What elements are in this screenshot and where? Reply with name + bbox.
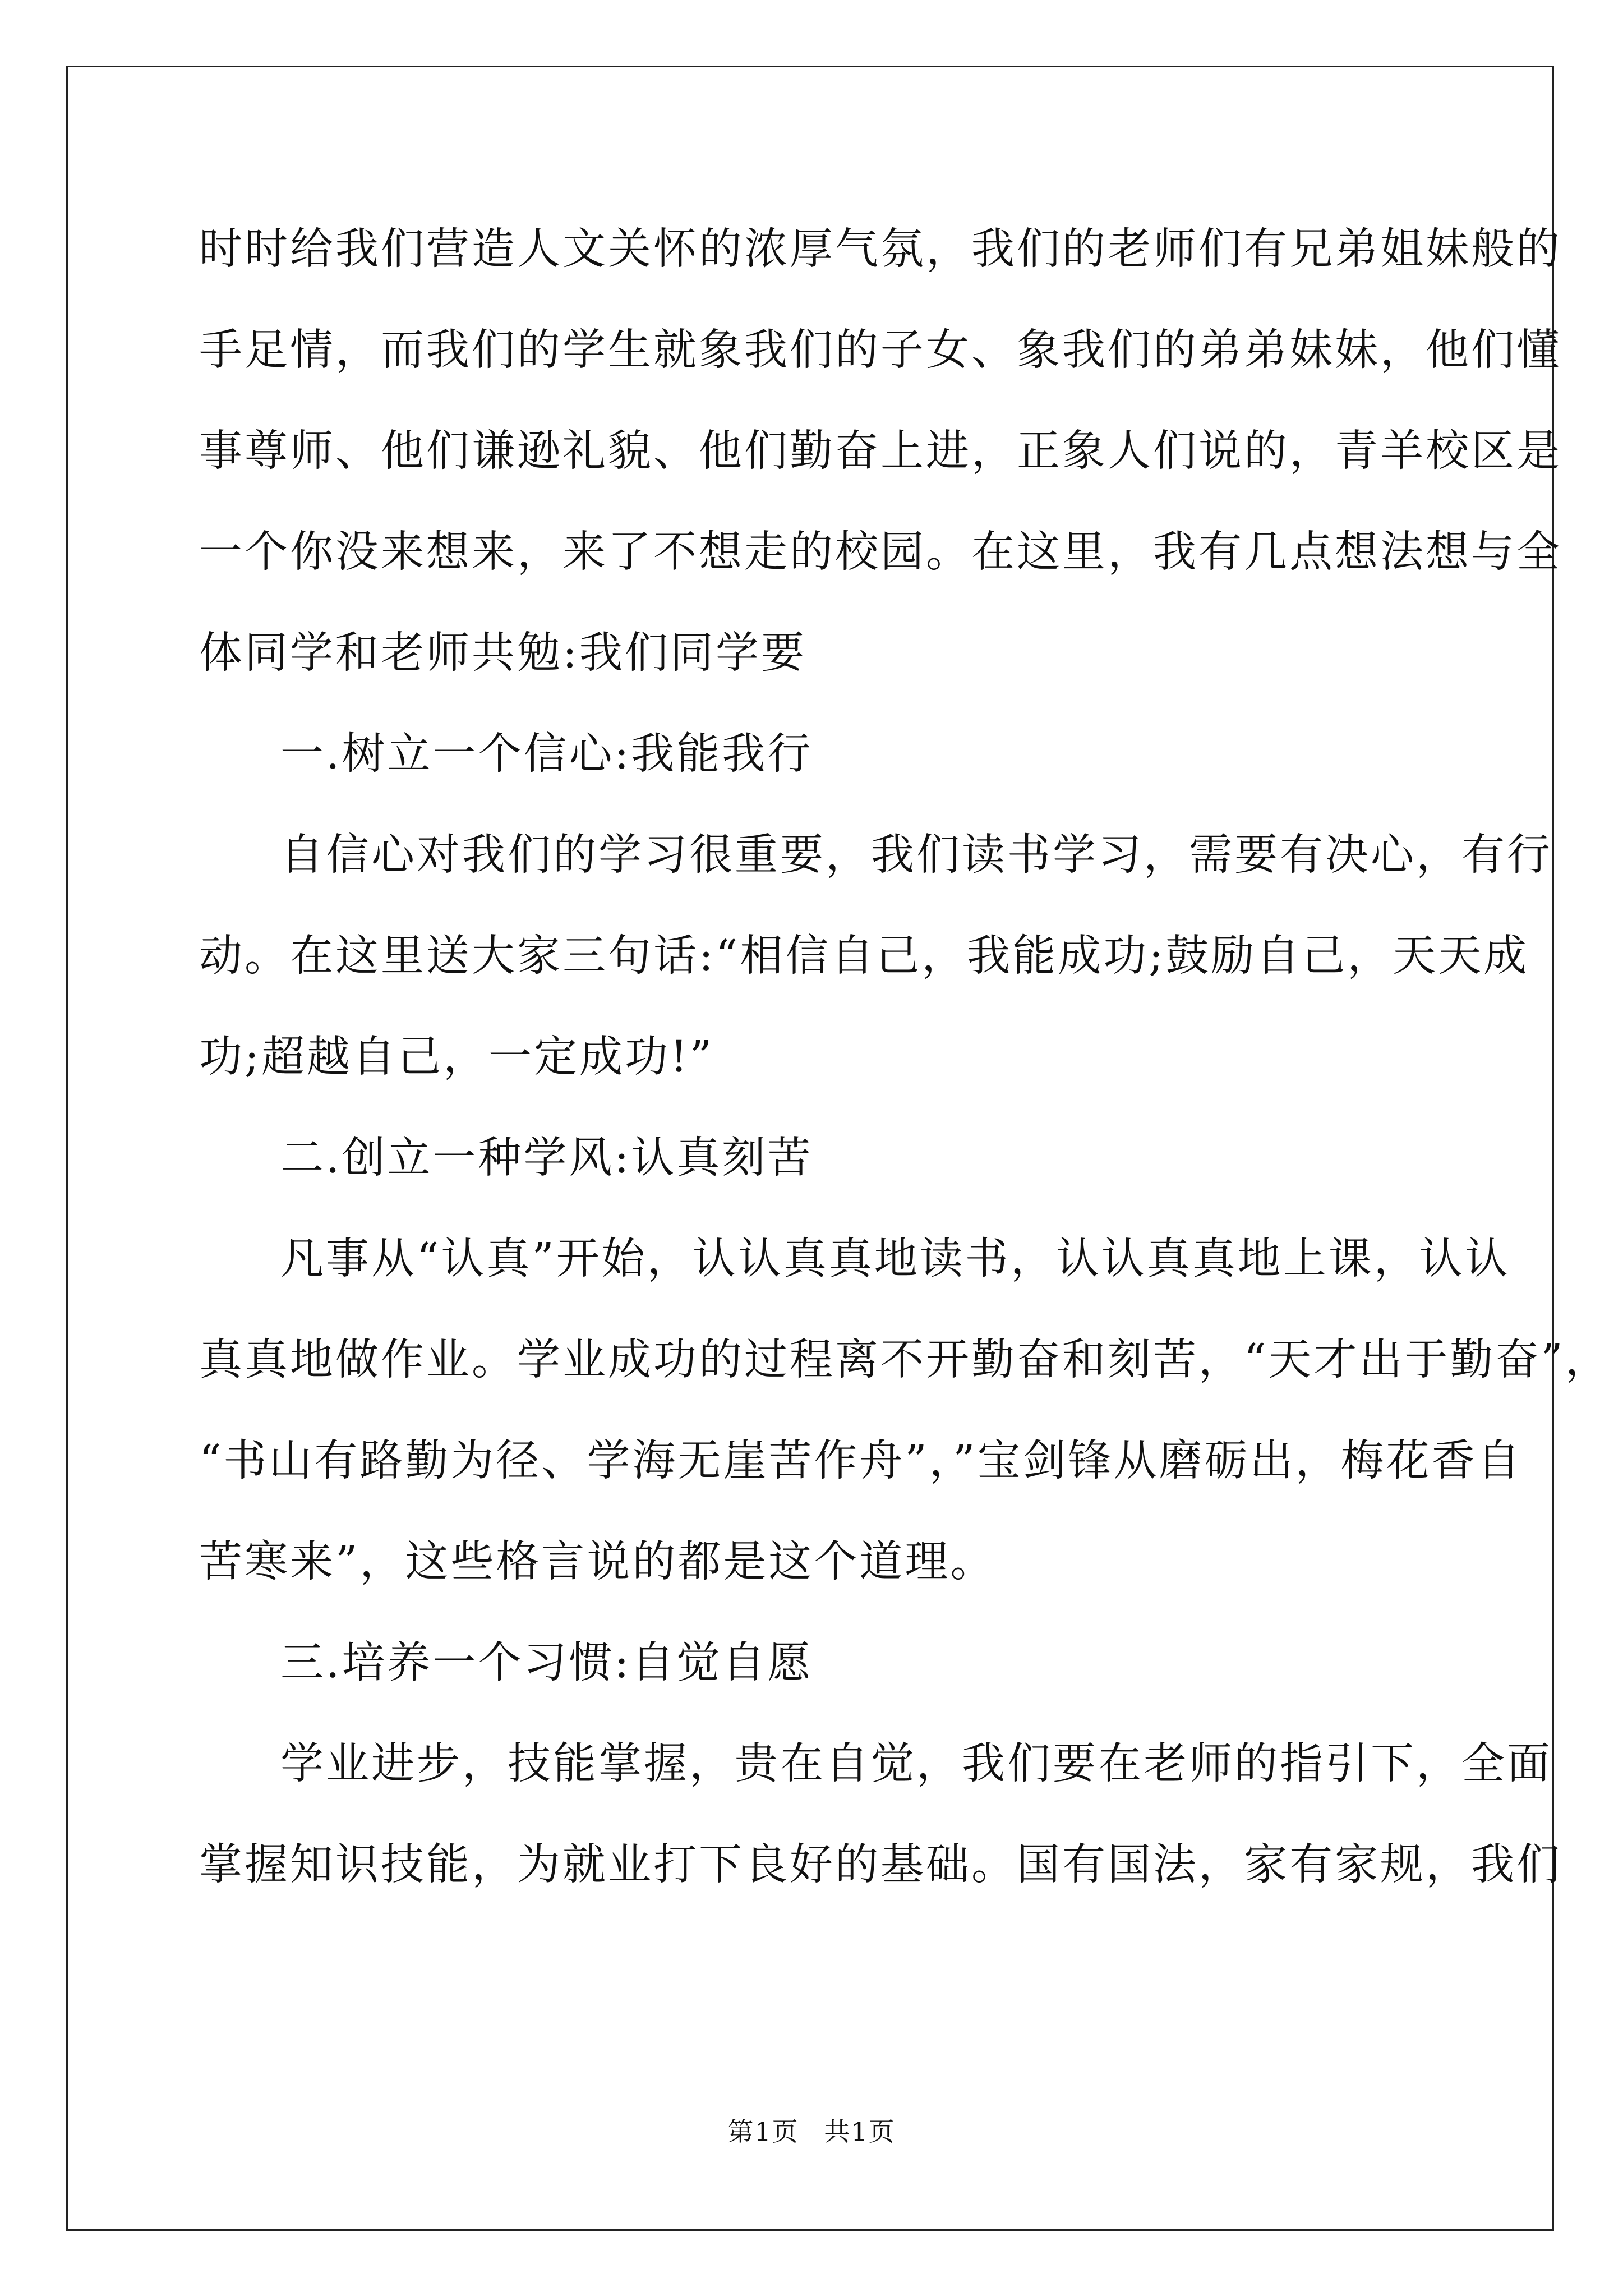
text-line: 动。在这里送大家三句话:“相信自己，我能成功;鼓励自己，天天成: [199, 931, 1529, 981]
text-line: 凡事从“认真”开始，认认真真地读书，认认真真地上课，认认: [280, 1234, 1510, 1284]
page-footer: [0, 2115, 1623, 2148]
text-line: 手足情，而我们的学生就象我们的子女、象我们的弟弟妹妹，他们懂: [199, 325, 1562, 375]
section-heading: 二.创立一种学风:认真刻苦: [280, 1133, 813, 1183]
section-heading: 三.培养一个习惯:自觉自愿: [280, 1638, 813, 1688]
text-line: 一个你没来想来，来了不想走的校园。在这里，我有几点想法想与全: [199, 527, 1562, 577]
page-total: 共1页: [824, 2116, 896, 2147]
page-number: 第1页: [727, 2116, 799, 2147]
text-line: 自信心对我们的学习很重要，我们读书学习，需要有决心，有行: [280, 830, 1552, 880]
text-line: 事尊师、他们谦逊礼貌、他们勤奋上进，正象人们说的，青羊校区是: [199, 426, 1562, 476]
text-line: “书山有路勤为径、学海无崖苦作舟”，”宝剑锋从磨砺出，梅花香自: [199, 1436, 1523, 1486]
text-line: 学业进步，技能掌握，贵在自觉，我们要在老师的指引下，全面: [280, 1739, 1552, 1789]
text-line: 掌握知识技能，为就业打下良好的基础。国有国法，家有家规，我们: [199, 1840, 1562, 1890]
text-line: 真真地做作业。学业成功的过程离不开勤奋和刻苦，“天才出于勤奋”，: [199, 1335, 1611, 1385]
text-line: 功;超越自己，一定成功!”: [199, 1032, 714, 1082]
section-heading: 一.树立一个信心:我能我行: [280, 729, 813, 779]
text-line: 时时给我们营造人文关怀的浓厚气氛，我们的老师们有兄弟姐妹般的: [199, 224, 1562, 274]
text-line: 苦寒来”，这些格言说的都是这个道理。: [199, 1537, 996, 1587]
text-line: 体同学和老师共勉:我们同学要: [199, 628, 806, 678]
